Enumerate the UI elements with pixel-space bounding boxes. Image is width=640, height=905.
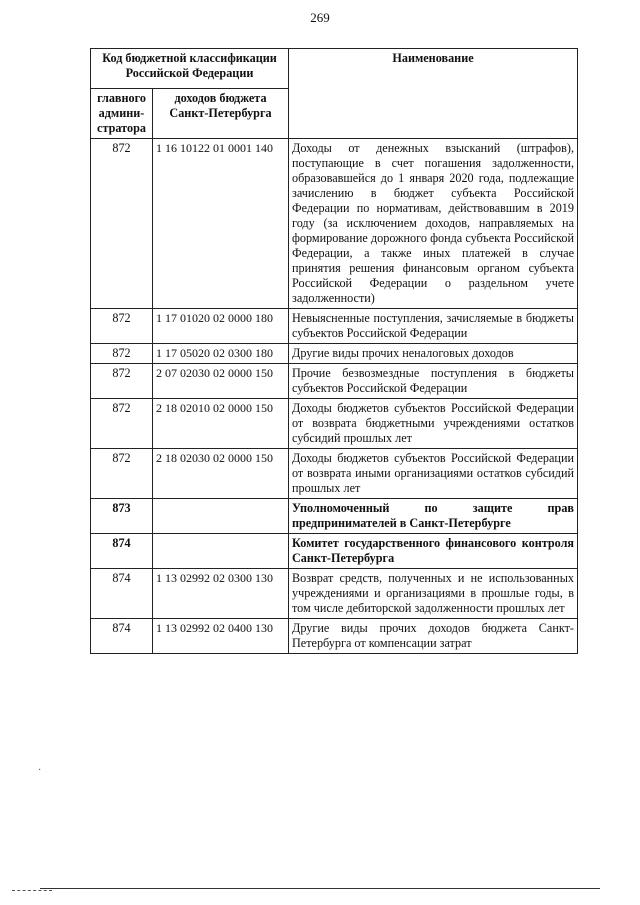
margin-mark: · bbox=[38, 765, 42, 776]
table-row-administrator bbox=[91, 499, 578, 534]
revenue-code-cell bbox=[153, 534, 289, 569]
admin-code-cell: 872 bbox=[91, 344, 153, 364]
revenue-code-cell: 1 13 02992 02 0300 130 bbox=[153, 569, 289, 619]
budget-classification-table bbox=[90, 48, 578, 654]
name-cell: Прочие безвозмездные поступления в бюджеты субъектов Российской Федерации bbox=[289, 364, 578, 399]
admin-code-cell: 874 bbox=[91, 569, 153, 619]
admin-code-cell: 872 bbox=[91, 139, 153, 309]
table-row-administrator bbox=[91, 534, 578, 569]
table-row bbox=[91, 344, 578, 364]
table-row bbox=[91, 399, 578, 449]
table-row bbox=[91, 569, 578, 619]
name-cell: Доходы бюджетов субъектов Российской Федерации от возврата иными организациями остатков субсидий прошлых лет bbox=[289, 449, 578, 499]
revenue-code-cell: 1 16 10122 01 0001 140 bbox=[153, 139, 289, 309]
admin-code-cell: 874 bbox=[91, 534, 153, 569]
admin-code-cell: 872 bbox=[91, 449, 153, 499]
table-row bbox=[91, 139, 578, 309]
name-cell: Невыясненные поступления, зачисляемые в бюджеты субъектов Российской Федерации bbox=[289, 309, 578, 344]
admin-code-cell: 872 bbox=[91, 399, 153, 449]
header-admin: главного админи-стратора bbox=[91, 89, 153, 139]
table-row bbox=[91, 449, 578, 499]
header-code-group: Код бюджетной классификации Российской Федерации bbox=[91, 49, 289, 89]
footer-scan-artifact bbox=[12, 890, 52, 891]
header-name: Наименование bbox=[289, 49, 578, 139]
page-number: 269 bbox=[310, 10, 330, 25]
table-row bbox=[91, 619, 578, 654]
table-row bbox=[91, 309, 578, 344]
name-cell: Комитет государственного финансового контроля Санкт-Петербурга bbox=[289, 534, 578, 569]
revenue-code-cell: 2 07 02030 02 0000 150 bbox=[153, 364, 289, 399]
admin-code-cell: 874 bbox=[91, 619, 153, 654]
admin-code-cell: 872 bbox=[91, 309, 153, 344]
name-cell: Доходы от денежных взысканий (штрафов), поступающие в счет погашения задолженности, образовавшейся до 1 января 2020 года, подлежащие зачислению в бюджет субъекта Российской Федерации по нормативам, действовавшим в 2019 году (за исключением доходов, направляемых на формирование дорожного фонда субъекта Российской Федерации, а также иных платежей в случае принятия решения финансовым органом субъекта Российской Федерации о раздельном учете задолженности) bbox=[289, 139, 578, 309]
revenue-code-cell: 1 17 01020 02 0000 180 bbox=[153, 309, 289, 344]
revenue-code-cell: 1 17 05020 02 0300 180 bbox=[153, 344, 289, 364]
revenue-code-cell bbox=[153, 499, 289, 534]
name-cell: Доходы бюджетов субъектов Российской Федерации от возврата бюджетными учреждениями остатков субсидий прошлых лет bbox=[289, 399, 578, 449]
header-revenue: доходов бюджета Санкт-Петербурга bbox=[153, 89, 289, 139]
table-row bbox=[91, 364, 578, 399]
name-cell: Другие виды прочих неналоговых доходов bbox=[289, 344, 578, 364]
name-cell: Уполномоченный по защите прав предпринимателей в Санкт-Петербурге bbox=[289, 499, 578, 534]
name-cell: Возврат средств, полученных и не использованных учреждениями и организациями в прошлые годы, в том числе дебиторской задолженности прошлых лет bbox=[289, 569, 578, 619]
admin-code-cell: 872 bbox=[91, 364, 153, 399]
revenue-code-cell: 2 18 02030 02 0000 150 bbox=[153, 449, 289, 499]
revenue-code-cell: 1 13 02992 02 0400 130 bbox=[153, 619, 289, 654]
revenue-code-cell: 2 18 02010 02 0000 150 bbox=[153, 399, 289, 449]
footer-rule bbox=[40, 888, 600, 889]
admin-code-cell: 873 bbox=[91, 499, 153, 534]
name-cell: Другие виды прочих доходов бюджета Санкт-Петербурга от компенсации затрат bbox=[289, 619, 578, 654]
